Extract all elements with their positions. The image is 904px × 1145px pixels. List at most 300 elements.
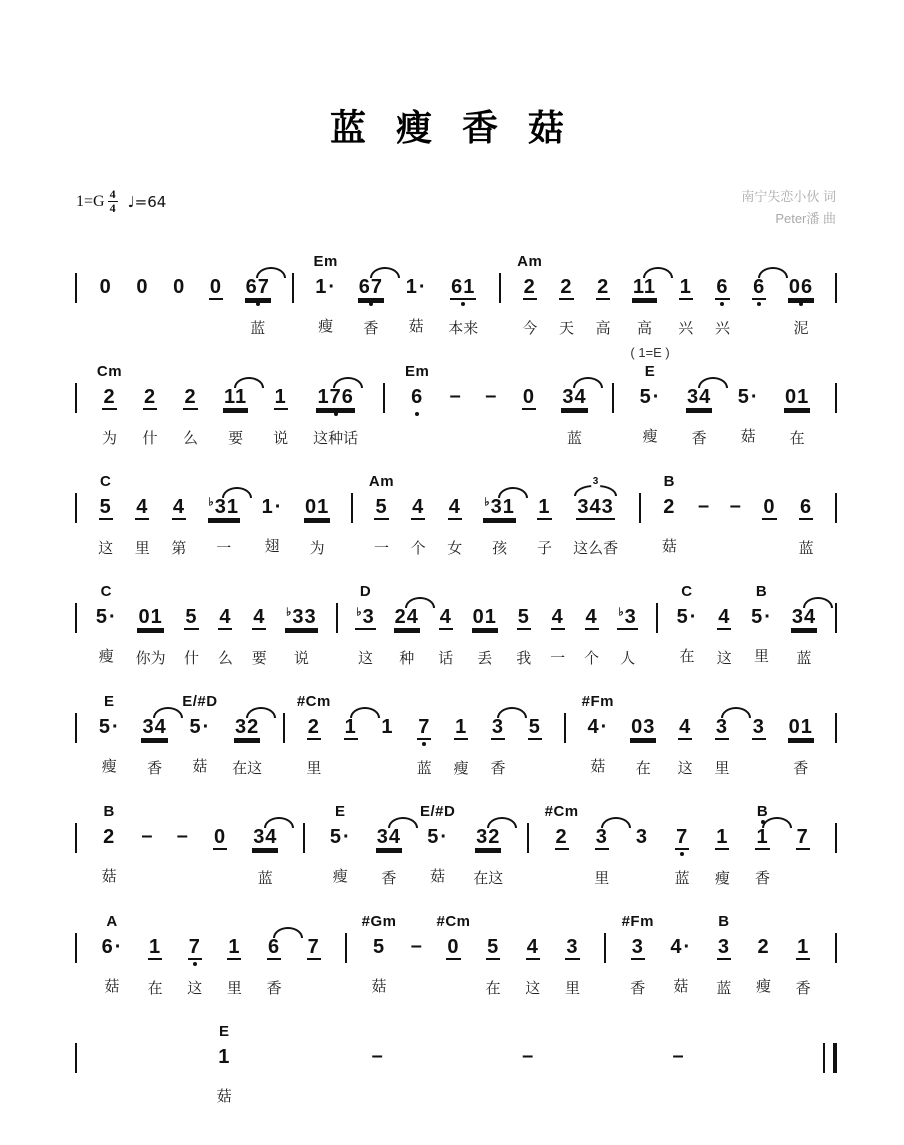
note-token (561, 362, 587, 448)
lyric-text: 在 (679, 648, 695, 665)
note-token (678, 252, 694, 338)
augmentation-dot: · (652, 386, 661, 408)
lyric-text: 么 (182, 430, 198, 447)
barline (303, 823, 305, 853)
lyric-text: 蓝 (250, 320, 266, 337)
note-token (98, 692, 121, 776)
augmentation-dot: · (342, 826, 351, 848)
note-token (410, 472, 426, 558)
lyric-text (343, 757, 359, 775)
note-token (472, 582, 498, 668)
note-token (788, 692, 814, 778)
lyric-text: 香 (363, 320, 379, 337)
note-token (527, 692, 543, 775)
low-octave-dot (369, 302, 373, 306)
note-token (516, 582, 532, 668)
note-number: 3 (631, 936, 644, 958)
note-number: 2 (103, 826, 116, 848)
time-signature-bottom: 4 (109, 201, 116, 216)
chord-label: B (103, 803, 115, 820)
note-number: 4· (587, 716, 609, 738)
note-number: 3 (595, 826, 608, 848)
augmentation-dot: · (600, 716, 609, 738)
note-token (581, 692, 615, 776)
note-token (621, 912, 654, 998)
chord-label: E (334, 803, 346, 820)
note-number: 5· (676, 606, 698, 628)
lyric-text: 菇 (661, 538, 677, 555)
note-token (521, 362, 537, 445)
barline (75, 933, 77, 963)
augmentation-dot: · (683, 936, 692, 958)
high-octave-dot (761, 820, 765, 824)
lyric-text: 翅 (264, 538, 280, 555)
low-octave-dot (422, 742, 426, 746)
note-token (358, 252, 384, 338)
note-number: 6 (716, 276, 729, 298)
lyric-text: 菇 (408, 318, 424, 335)
note-number: 2 (663, 496, 676, 518)
note-token (714, 252, 730, 338)
note-number: 1· (405, 276, 427, 298)
note-token (750, 582, 773, 666)
note-number: 7 (307, 936, 320, 958)
slur-arc (643, 267, 673, 278)
lyric-text: 香 (147, 760, 163, 777)
lyric-text: 这 (98, 540, 114, 557)
barline (283, 713, 285, 743)
lyric-text (212, 867, 228, 885)
note-number: 6 (268, 936, 281, 958)
augmentation-dot: · (202, 716, 211, 738)
augmentation-dot: · (111, 716, 120, 738)
barline (835, 933, 837, 963)
lyric-text: 兴 (714, 320, 730, 337)
lyric-text: 个 (584, 650, 600, 667)
chord-label: C (100, 583, 112, 600)
note-token (245, 252, 271, 338)
augmentation-dot: · (109, 606, 117, 628)
lyricist-credit: 南宁失恋小伙 词 (741, 189, 836, 204)
note-number: 5 (185, 606, 198, 628)
lyric-text: 要 (251, 650, 267, 667)
note-number: 34 (253, 826, 278, 848)
note-number: 5· (427, 826, 449, 848)
note-token (368, 472, 395, 558)
lyric-text: 里 (306, 760, 322, 777)
low-octave-dot (720, 302, 724, 306)
note-number: 4 (219, 606, 232, 628)
note-token (98, 252, 114, 333)
chord-label: E/#D (419, 803, 456, 820)
note-token (669, 912, 692, 996)
note-number: ♭3 (356, 606, 375, 628)
note-number: 5 (372, 936, 386, 958)
lyric-text: 蓝 (416, 760, 432, 777)
note-token (134, 252, 150, 333)
slur-arc (698, 377, 728, 388)
barline (75, 603, 77, 633)
composer-credit: Peter潘 曲 (775, 211, 836, 227)
lyric-text: 菇 (673, 978, 689, 995)
note-number: 2 (757, 936, 770, 958)
note-token (448, 252, 478, 338)
note-token (798, 472, 814, 558)
note-token (98, 472, 114, 558)
note-token (232, 692, 262, 778)
lyric-text: 菇 (590, 758, 606, 775)
credits (741, 186, 836, 230)
chord-label: #Cm (296, 693, 331, 710)
chord-label: C (681, 583, 693, 600)
note-token (594, 802, 610, 888)
lyric-text: 瘦 (714, 870, 730, 887)
low-octave-dot (757, 302, 761, 306)
lyric-text: 菇 (216, 1088, 232, 1105)
note-token (751, 692, 767, 775)
note-number: 5· (639, 386, 661, 408)
note-number: 4 (526, 936, 539, 958)
note-number: 7 (418, 716, 431, 738)
slur-arc (497, 707, 527, 718)
lyric-text: 香 (755, 870, 771, 887)
note-token (634, 802, 650, 883)
note-number: 3 (752, 716, 765, 738)
note-token (761, 472, 777, 555)
low-octave-dot (415, 412, 419, 416)
note-token (573, 472, 618, 558)
lyric-text: 蓝 (257, 870, 273, 887)
note-token (558, 252, 574, 338)
final-barline (823, 1043, 837, 1073)
lyric-text: 香 (490, 760, 506, 777)
lyric-text: 蓝 (796, 650, 812, 667)
note-number: 6· (101, 936, 123, 958)
note-number: 2 (307, 716, 320, 738)
lyric-text: 菇 (371, 978, 387, 995)
note-token (686, 362, 712, 448)
note-number: 01 (472, 606, 497, 628)
lyric-text: 里 (226, 980, 242, 997)
note-number: 1· (315, 276, 337, 298)
note-token (306, 912, 322, 995)
chord-label: B (718, 913, 730, 930)
lyric-text: 香 (630, 980, 646, 997)
note-token (517, 252, 543, 338)
slur-arc (388, 817, 418, 828)
augmentation-dot: · (418, 276, 427, 298)
augmentation-dot: · (114, 936, 123, 958)
slur-arc (405, 597, 435, 608)
lyric-text: 里 (754, 648, 770, 665)
lyric-text: 瘦 (98, 648, 114, 665)
slur-arc (234, 377, 264, 388)
note-number: 4 (551, 606, 564, 628)
lyric-text (208, 317, 224, 335)
note-number: 4 (136, 496, 149, 518)
lyric-text: 里 (594, 870, 610, 887)
lyric-text: 里 (564, 980, 580, 997)
lyric-text: 菇 (740, 428, 756, 445)
note-number: 7 (796, 826, 809, 848)
lyric-text (306, 977, 322, 995)
chord-label: D (359, 583, 372, 600)
lyric-text: 这种话 (313, 430, 359, 447)
note-number: 34 (142, 716, 167, 738)
note-number: 6 (800, 496, 813, 518)
note-token (261, 472, 284, 556)
note-number: 3 (715, 716, 729, 738)
note-token (756, 912, 772, 996)
note-token (266, 912, 282, 998)
dash-note: – (522, 1045, 534, 1067)
note-token (136, 582, 166, 668)
lyric-text (554, 867, 570, 885)
dash-note: – (485, 385, 497, 407)
note-number: 5· (189, 716, 211, 738)
chord-label: #Cm (544, 803, 579, 820)
note-number: 2 (184, 386, 197, 408)
lyric-text: 高 (595, 320, 611, 337)
lyric-text: 瘦 (756, 978, 772, 995)
note-number: 1 (679, 276, 692, 298)
lyric-text: 香 (795, 980, 811, 997)
note-token (536, 472, 552, 558)
barline (351, 493, 353, 523)
lyric-text (795, 867, 811, 885)
dash-note: – (141, 825, 153, 847)
note-token (473, 802, 503, 888)
lyric-text: 蓝 (716, 980, 732, 997)
note-number: 34 (376, 826, 402, 848)
augmentation-dot: · (689, 606, 698, 628)
note-token (595, 252, 611, 338)
lyric-text (134, 315, 150, 333)
note-token (361, 912, 397, 996)
note-token (661, 472, 677, 556)
augmentation-dot: · (764, 606, 772, 628)
note-token (142, 362, 158, 448)
low-octave-dot (680, 852, 684, 856)
barline (835, 383, 837, 413)
lyric-text: 蓝 (567, 430, 583, 447)
low-octave-dot (256, 302, 260, 306)
note-token (416, 692, 432, 778)
note-token (134, 472, 150, 558)
chord-label: #Gm (361, 913, 397, 930)
chord-label: Am (368, 473, 395, 490)
lyric-text (379, 755, 395, 773)
lyric-text: 这 (716, 650, 732, 667)
barline (835, 493, 837, 523)
barline (612, 383, 614, 413)
lyric-text: 什 (142, 430, 158, 447)
chord-label: Am (517, 253, 543, 270)
note-number: 0 (209, 276, 222, 298)
note-token (436, 912, 471, 995)
note-number: 1 (344, 716, 357, 738)
note-number: 5 (487, 936, 500, 958)
augmentation-dot: · (750, 386, 759, 408)
note-token (674, 802, 690, 888)
note-number: 0 (447, 936, 460, 958)
note-number: 5· (98, 716, 120, 738)
lyric-text (521, 427, 537, 445)
note-number: 4 (585, 606, 598, 628)
note-number: 3 (491, 716, 505, 738)
lyric-text (445, 977, 461, 995)
system-line (75, 252, 837, 362)
lyric-text: 说 (273, 430, 289, 447)
lyric-text: 个 (410, 540, 426, 557)
note-number: 4 (172, 496, 185, 518)
note-number: 32 (235, 716, 260, 738)
note-token (141, 692, 167, 778)
chord-label: #Cm (436, 913, 471, 930)
note-number: 34 (686, 386, 712, 408)
lyric-text: 我 (516, 650, 532, 667)
note-token (791, 582, 817, 668)
note-token (630, 345, 670, 446)
note-token (216, 1022, 232, 1106)
note-number: 1 (797, 936, 810, 958)
slur-arc (573, 377, 603, 388)
dash-note: – (371, 1045, 383, 1067)
lyric-text: 今 (522, 320, 538, 337)
note-token (751, 252, 767, 335)
lyric-text: 为 (101, 430, 117, 447)
flat-accidental: ♭ (618, 606, 625, 619)
note-number: 1 (716, 826, 729, 848)
dash-note: – (410, 935, 422, 957)
lyric-text: 这 (358, 650, 374, 667)
note-number: ♭31 (208, 496, 239, 518)
note-token (376, 802, 402, 888)
modulation-annotation: ( 1=E ) (630, 345, 670, 360)
note-number: 6 (411, 386, 424, 408)
lyric-text (527, 757, 543, 775)
time-signature-top: 4 (109, 187, 116, 201)
note-token (716, 582, 732, 668)
note-token (329, 802, 352, 886)
barline (835, 603, 837, 633)
note-number: 7 (188, 936, 201, 958)
lyric-text: 说 (293, 650, 309, 667)
note-token (405, 362, 430, 443)
note-token (630, 692, 656, 778)
lyric-text: 话 (438, 650, 454, 667)
note-token (676, 582, 699, 666)
flat-accidental: ♭ (484, 496, 491, 509)
lyric-text (634, 865, 650, 883)
dash-note: – (176, 825, 188, 847)
barline (75, 493, 77, 523)
note-token (171, 472, 187, 558)
barline (835, 823, 837, 853)
note-number: 3 (566, 936, 579, 958)
barline (292, 273, 294, 303)
note-token (313, 362, 358, 448)
note-number: 4 (448, 496, 461, 518)
note-token (795, 802, 811, 885)
system-line (75, 582, 837, 692)
lyric-text: 香 (793, 760, 809, 777)
note-token (183, 362, 199, 448)
lyric-text: 一 (373, 540, 389, 557)
note-token (223, 362, 248, 448)
low-octave-dot (193, 962, 197, 966)
slur-arc (758, 267, 788, 278)
slur-arc (498, 487, 528, 498)
note-token (405, 252, 428, 336)
note-number: 11 (632, 276, 657, 298)
note-number: 03 (631, 716, 656, 738)
note-number: 0 (213, 826, 227, 848)
note-number: 0 (763, 496, 776, 518)
lyric-text: 瘦 (453, 760, 469, 777)
chord-label: Em (313, 253, 338, 270)
lyric-text: 第 (171, 540, 187, 557)
note-number: 0 (136, 276, 149, 298)
augmentation-dot: · (328, 276, 337, 298)
barline (336, 603, 338, 633)
barline (499, 273, 501, 303)
lyric-text: 蓝 (798, 540, 814, 557)
note-number: 5· (751, 606, 772, 628)
slur-arc (721, 707, 751, 718)
note-token (217, 582, 233, 668)
note-token (677, 692, 693, 778)
lyric-text: 天 (558, 320, 574, 337)
note-token (394, 582, 420, 668)
chord-label: E (219, 1023, 230, 1040)
low-octave-dot (461, 302, 465, 306)
note-number: 67 (245, 276, 270, 298)
note-number: 1· (261, 496, 283, 518)
lyric-text: 在这 (473, 870, 504, 887)
note-token (483, 472, 515, 558)
note-token (447, 472, 463, 558)
note-token (525, 912, 541, 998)
lyric-text: 这 (187, 980, 203, 997)
lyric-text: 在 (147, 980, 163, 997)
lyric-text: 泥 (793, 320, 809, 337)
note-number: 176 (317, 386, 354, 408)
slur-arc (256, 267, 286, 278)
lyric-text: 孩 (492, 540, 508, 557)
note-token (617, 582, 637, 668)
note-number: 1 (381, 716, 394, 738)
lyric-text: 瘦 (318, 318, 334, 335)
note-number: 3 (635, 826, 649, 848)
chord-label: Cm (96, 363, 123, 380)
lyric-text (98, 315, 114, 333)
note-number: 01 (138, 606, 163, 628)
lyric-text: 菇 (101, 868, 117, 885)
note-number: 2 (555, 826, 568, 848)
chord-label: E (103, 693, 115, 710)
lyric-text (409, 425, 425, 443)
note-number: 4 (718, 606, 731, 628)
lyric-text: 香 (266, 980, 282, 997)
note-number: 1 (228, 936, 241, 958)
lyric-text: 一 (550, 650, 566, 667)
augmentation-dot: · (274, 496, 283, 518)
barline (656, 603, 658, 633)
barline (75, 273, 77, 303)
lyric-text: 里 (134, 540, 150, 557)
note-token (716, 912, 732, 998)
